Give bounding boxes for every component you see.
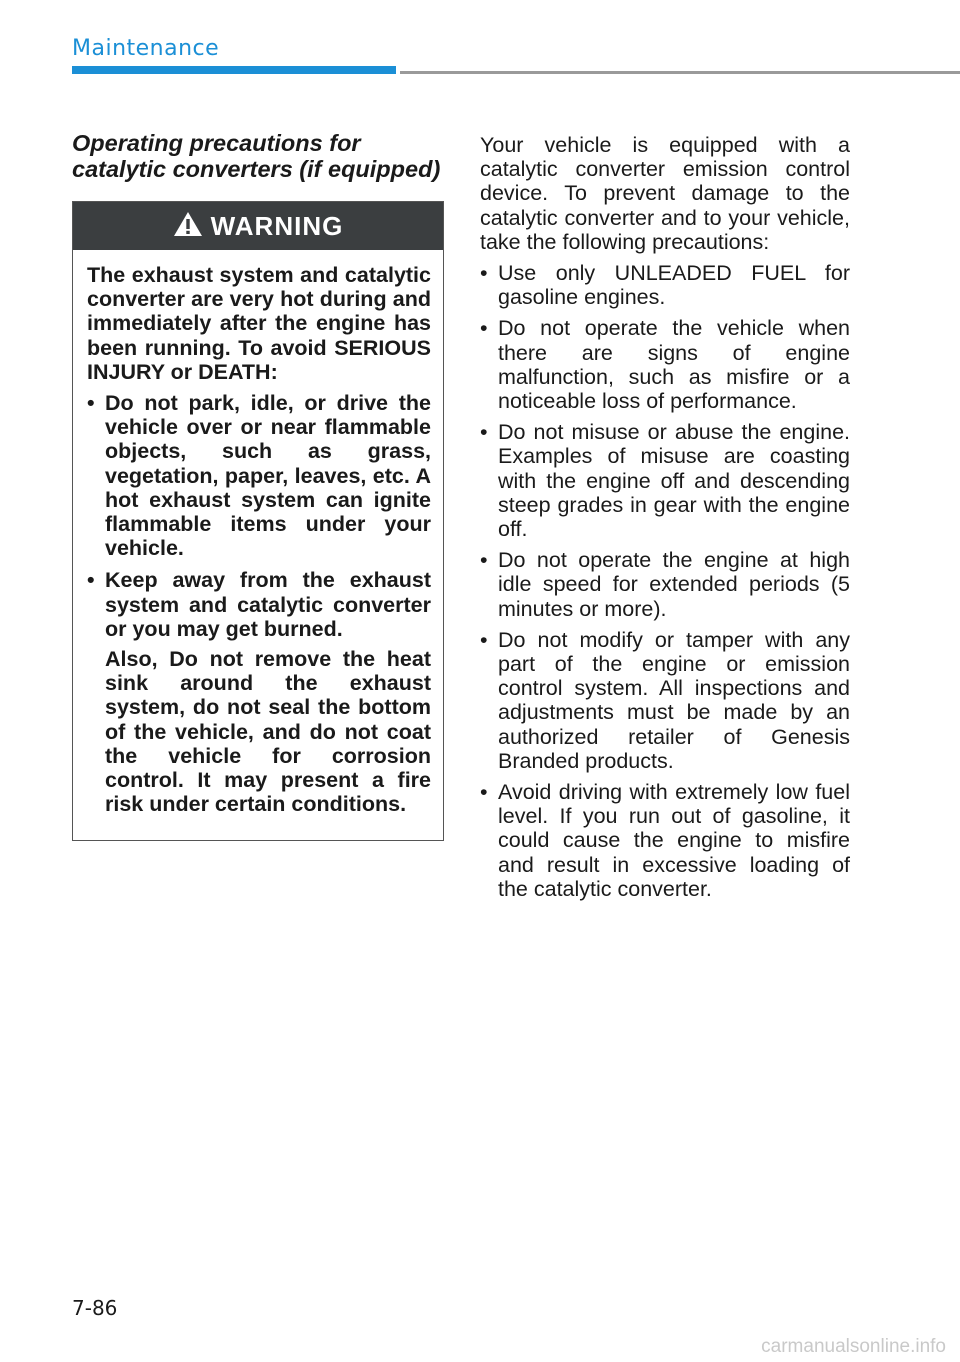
list-item: • Do not operate the vehicle when there are signs of engine malfunction, such as misfire or a noticeable loss of performance. bbox=[480, 316, 850, 413]
section-heading: Operating precautions for catalytic converters (if equipped) bbox=[72, 130, 441, 182]
page-number: 7-86 bbox=[72, 1296, 118, 1320]
warning-list bbox=[87, 391, 431, 816]
watermark: carmanualsonline.info bbox=[761, 1336, 946, 1357]
header-accent-bar bbox=[72, 66, 396, 74]
list-item: • Use only UNLEADED FUEL for gasoline engines. bbox=[480, 261, 850, 309]
warning-body bbox=[73, 250, 443, 840]
warning-item-text: • Keep away from the exhaust system and catalytic converter or you may get burned. bbox=[105, 568, 431, 641]
list-item: • Do not modify or tamper with any part of the engine or emission control system. All inspections and adjustments must be made by an authorized retailer of Genesis Branded products. bbox=[480, 628, 850, 773]
warning-item-continuation: Also, Do not remove the heat sink around the exhaust system, do not seal the bottom of the vehicle, and do not coat the vehicle for corrosion control. It may present a fire risk under certain conditions. bbox=[105, 647, 431, 817]
right-column bbox=[480, 133, 850, 908]
warning-triangle-icon bbox=[173, 211, 203, 242]
left-column bbox=[72, 130, 444, 841]
warning-title: WARNING bbox=[210, 210, 344, 241]
warning-intro: The exhaust system and catalytic converter are very hot during and immediately after the engine has been running. To avoid SERIOUS INJURY or DEATH: bbox=[87, 263, 431, 384]
warning-item bbox=[87, 568, 431, 816]
warning-box bbox=[72, 201, 444, 841]
warning-header bbox=[73, 202, 443, 250]
section-title: Maintenance bbox=[72, 36, 220, 61]
precaution-list bbox=[480, 261, 850, 901]
list-item: • Do not misuse or abuse the engine. Examples of misuse are coasting with the engine off and descending steep grades in gear with the engine off. bbox=[480, 420, 850, 541]
header-rule bbox=[400, 71, 960, 74]
list-item: • Do not operate the engine at high idle speed for extended periods (5 minutes or more). bbox=[480, 548, 850, 621]
intro-paragraph: Your vehicle is equipped with a catalytic converter emission control device. To prevent damage to the catalytic converter and to your vehicle, take the following precautions: bbox=[480, 133, 850, 254]
warning-item: • Do not park, idle, or drive the vehicle over or near flammable objects, such as grass, vegetation, paper, leaves, etc. A hot exhaust system can ignite flammable items under your vehicle. bbox=[87, 391, 431, 560]
list-item: • Avoid driving with extremely low fuel level. If you run out of gasoline, it could cause the engine to misfire and result in excessive loading of the catalytic converter. bbox=[480, 780, 850, 901]
